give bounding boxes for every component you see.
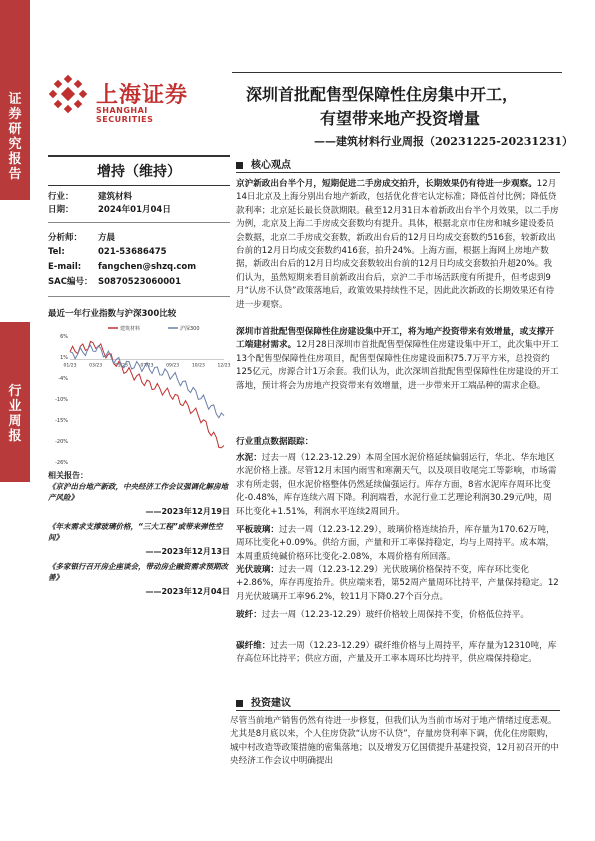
logo-text-cn: 上海证券: [96, 83, 189, 108]
tel-value: 021-53686475: [98, 247, 167, 257]
date-value: 2024年01月04日: [98, 205, 171, 215]
report-subtitle: ——建筑材料行业周报（20231225-20231231）: [314, 135, 574, 148]
glass-lead: 平板玻璃：: [236, 525, 279, 535]
info-sac: [48, 276, 181, 288]
tracking-cement: [236, 452, 560, 519]
chart-title: 最近一年行业指数与沪深300比较: [48, 309, 177, 319]
info-analyst: [48, 232, 115, 244]
tracking-title: 行业重点数据跟踪：: [236, 437, 314, 447]
x-tick-label: 09/23: [166, 363, 180, 369]
x-tick-label: 01/23: [63, 363, 77, 369]
core-paragraph-1: [236, 178, 560, 312]
invest-heading: [236, 694, 291, 709]
chart-divider: [48, 296, 230, 297]
pv-glass-lead: 光伏玻璃：: [236, 565, 279, 575]
y-tick-label: 6%: [60, 334, 68, 340]
rating-label: 增持（维持）: [97, 164, 181, 180]
carbon-fiber-body: 过去一周（12.23-12.29）碳纤维价格与上周持平，库存量为12310吨，库存高位环比持平；供应方面，产量及开工率本周环比均持平，供应端保持稳定。: [236, 641, 557, 665]
report-title-line1: 深圳首批配售型保障性住房集中开工，: [246, 85, 519, 104]
info-industry: [48, 191, 132, 203]
related-report-title[interactable]: 《京沪出台地产新政，中央经济工作会议强调化解房地产风险》: [48, 482, 228, 502]
analyst-value: 方晨: [98, 233, 116, 243]
sidebar-mid-band: [0, 322, 30, 482]
industry-value: 建筑材料: [98, 192, 133, 202]
cement-body: 过去一周（12.23-12.29）本周全国水泥价格延续偏弱运行，华北、华东地区水泥价格上涨。尽管12月末国内雨雪和寒潮天气，以及项目收尾完工等影响，市场需求有所走弱，但水泥价格整体仍然延续偏强运行。库存方面，8省水泥库存周环比变化-0.48%，库存连续六周下降。利润端看，水泥行业工艺理论利润30.29元/吨，周环比变化+1.51%，利润水平连续2周回升。: [236, 453, 557, 517]
pv-glass-body: 过去一周（12.23-12.29）光伏玻璃价格保持不变，库存环比变化+2.86%，库存再度抬升。供应端来看，第52周产量周环比持平，产量保持稳定。12月光伏玻璃开工率96.2%，较11月下降0.27个百分点。: [236, 565, 559, 602]
tracking-pv-glass: [236, 564, 560, 604]
analyst-label: 分析师：: [48, 233, 83, 243]
y-tick-label: -10%: [55, 397, 68, 403]
report-title-line2: 有望带来地产投资增量: [320, 109, 481, 128]
carbon-fiber-lead: 碳纤维：: [236, 641, 271, 651]
core-paragraph-2: [236, 326, 560, 393]
info-email: [48, 261, 196, 273]
x-tick-label: 05/23: [114, 363, 128, 369]
email-label: E-mail:: [48, 262, 82, 272]
section-bullet-icon: [236, 162, 243, 169]
sidebar-mid-text: 行 业 周 报: [8, 384, 22, 444]
industry-label: 行业：: [48, 192, 74, 202]
sidebar-mid-label: [0, 384, 30, 444]
tracking-fiberglass: [236, 609, 560, 622]
logo-text-en: SHANGHAI SECURITIES: [96, 106, 154, 124]
email-value[interactable]: fangchen@shzq.com: [98, 262, 197, 272]
rating-box: [48, 155, 230, 186]
related-report-title[interactable]: 《多家银行召开房企座谈会，带动房企融资需求预期改善》: [48, 562, 228, 582]
invest-rule: [236, 710, 560, 711]
invest-heading-text: 投资建议: [251, 698, 291, 709]
y-tick-label: 1%: [60, 355, 68, 361]
title-top-rule: [232, 72, 562, 73]
related-report-date: ——2023年12月04日: [145, 587, 230, 596]
x-tick-label: 03/23: [89, 363, 103, 369]
date-label: 日期：: [48, 205, 74, 215]
invest-body: 尽管当前地产销售仍然有待进一步修复，但我们认为当前市场对于地产情绪过度悲观。尤其是8月底以来，个人住房贷款“认房不认贷”，存量房贷利率下调，优化住房限购，城中村改造等政策措施的密集落地；以及增发万亿国债提升基建投资，12月初召开的中央经济工作会议中明确提出: [230, 716, 559, 767]
sac-label: SAC编号：: [48, 277, 93, 287]
related-report-date: ——2023年12月19日: [145, 507, 230, 516]
cement-lead: 水泥：: [236, 453, 262, 463]
sidebar-top-label: [0, 92, 30, 182]
x-tick-label: 12/23: [217, 363, 230, 369]
core-heading: [236, 156, 291, 171]
info-date: [48, 204, 171, 216]
sidebar-top-text: 证 券 研 究 报 告: [8, 92, 22, 182]
legend-label: 建筑材料: [120, 326, 141, 332]
x-tick-label: 07/23: [140, 363, 154, 369]
info-tel: [48, 246, 167, 258]
tel-label: Tel:: [48, 247, 65, 257]
index-comparison-chart: [48, 320, 230, 470]
related-report-title[interactable]: 《年末需求支撑玻璃价格，“三大工程”或带来弹性空间》: [48, 522, 223, 542]
series-line-csi300: [70, 345, 224, 418]
related-reports-title: 相关报告：: [48, 471, 88, 480]
fiberglass-lead: 玻纤：: [236, 610, 262, 620]
core-rule: [236, 172, 560, 173]
info-divider: [48, 222, 230, 223]
section-bullet-icon: [236, 700, 243, 707]
related-report-date: ——2023年12月13日: [145, 547, 230, 556]
series-line-industry: [70, 341, 224, 447]
p2-body: 12月28日深圳市首批配售型保障性住房建设集中开工，此次集中开工13个配售型保障性住房项目，配售型保障性住房建设面积75.7万平方米，总投资约125亿元，房源合计1万余套。我们认为，此次深圳首批配售型保障性住房建设的开工落地，预计将会为房地产投资带来有效增量，进一步带来开工端品种的需求企稳。: [236, 340, 559, 391]
p1-body: 12月14日北京及上海分别出台地产新政，包括优化普宅认定标准；降低首付比例；降低贷款利率；北京延长最长贷款期限。截至12月31日本着新政出台半个月效果，以二手房为例，北京及上海二手房成交套数均有提升。具体，根据北京市住房和城乡建设委员会数据，北京二手房成交套数，新政出台后的12月日均成交套数约516套，较新政出台前的12月日均成交套数约416套，拍升24%。上海方面，根据上海网上房地产数据，新政出台后的12月日均成交套数较出台前的12月日均成交套数拍升超20%。我们认为，虽然短期来看目前新政出台后，京沪二手市场活跃度有所提升，但考虑到9月“认房不认贷”政策落地后，政策效果持续性不足，因此此次新政的长期效果还有待进一步观察。: [236, 179, 559, 310]
y-tick-label: -4%: [58, 376, 68, 382]
y-tick-label: -26%: [55, 460, 68, 466]
p2-lead: 深圳市首批配售型保障性住房建设集中开工，将为地产投资带来有效增量，或支撑开工端建材需求。: [236, 327, 554, 351]
sac-value: S0870523060001: [98, 277, 182, 287]
core-heading-text: 核心观点: [251, 160, 291, 171]
legend-label: 沪深300: [180, 326, 200, 332]
fiberglass-body: 过去一周（12.23-12.29）玻纤价格较上周保持不变，价格低位持平。: [261, 610, 529, 620]
glass-body: 过去一周（12.23-12.29），玻璃价格连续抬升，库存量为170.62万吨，周环比变化+0.09%。供给方面，产量和开工率保持稳定，均与上周持平。成本端，本周重质纯碱价格环比变化-2.08%，本周价格有所回落。: [236, 525, 555, 562]
tracking-glass: [236, 524, 560, 564]
y-tick-label: -15%: [55, 418, 68, 424]
tracking-carbon-fiber: [236, 640, 560, 667]
y-tick-label: -20%: [55, 439, 68, 445]
sidebar-top-band: [0, 0, 30, 200]
company-logo: [48, 74, 208, 124]
logo-mark-icon: [48, 74, 88, 114]
x-tick-label: 10/23: [191, 363, 205, 369]
p1-lead: 京沪新政出台半个月，短期促进二手房成交拍升，长期效果仍有待进一步观察。: [236, 179, 537, 189]
